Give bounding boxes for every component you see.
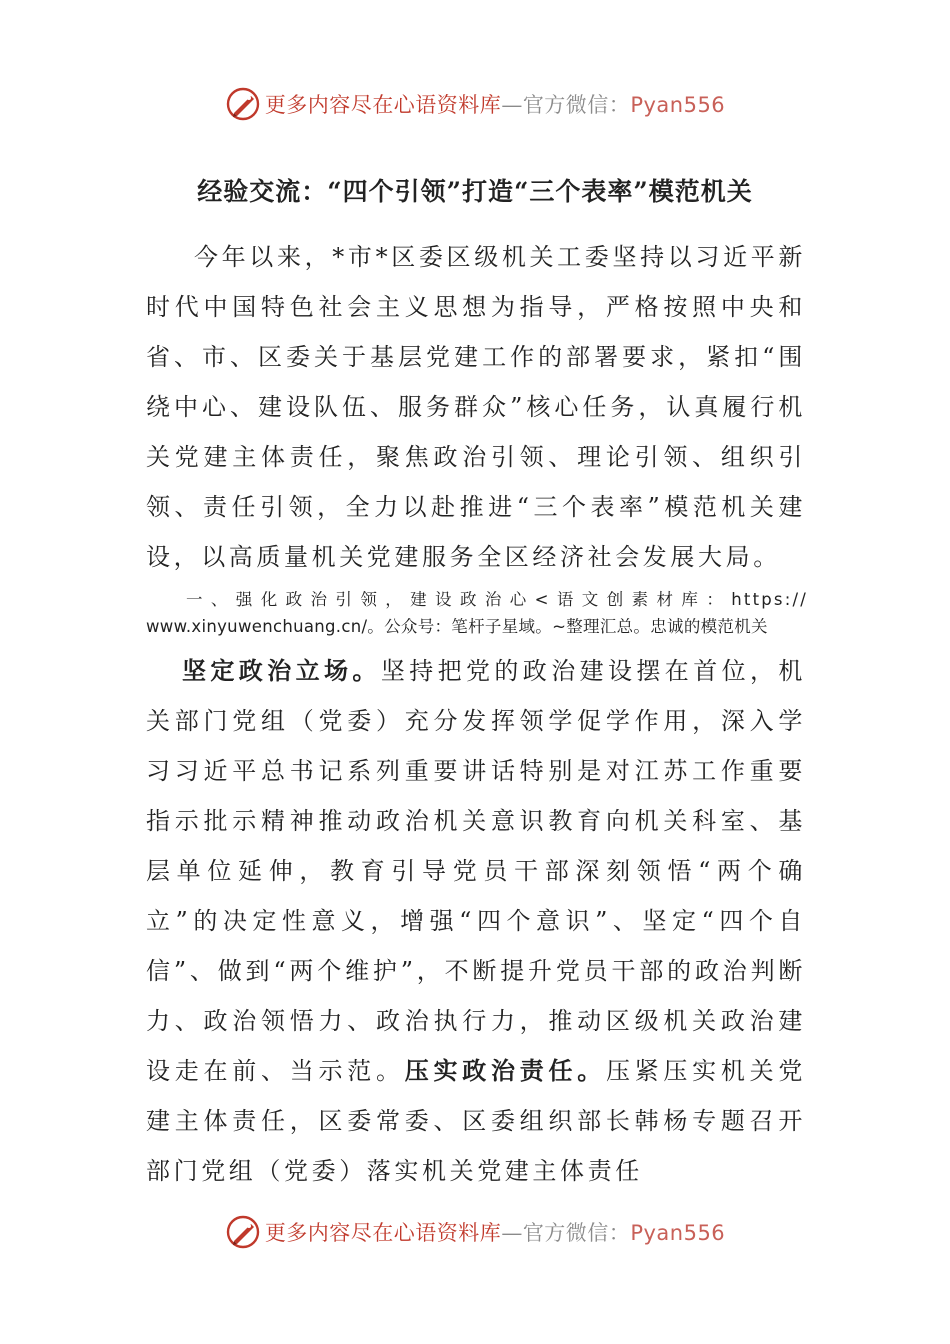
paragraph-text-1: 坚持把党的政治建设摆在首位，机关部门党组（党委）充分发挥领学促学作用，深入学习习近平总书记系列重要讲话特别是对江苏工作重要指示批示精神推动政治机关意识教育向机关科室、基层单位延伸，教育引导党员干部深刻领悟“两个确立”的决定性意义，增强“四个意识”、坚定“四个自信”、做到“两个维护”，不断提升党员干部的政治判断力、政治领悟力、政治执行力，推动区级机关政治建设走在前、当示范。 bbox=[146, 657, 807, 1085]
banner-official: 官方微信： bbox=[522, 93, 631, 117]
banner-dash: — bbox=[501, 93, 523, 117]
banner-brand: 更多内容尽在心语资料库 bbox=[264, 93, 502, 117]
section-heading bbox=[146, 586, 808, 640]
banner-dash: — bbox=[501, 1221, 523, 1245]
banner-brand: 更多内容尽在心语资料库 bbox=[264, 1221, 502, 1245]
header-banner bbox=[0, 82, 950, 126]
body-paragraph bbox=[146, 646, 806, 1196]
paragraph-lead-2: 压实政治责任。 bbox=[404, 1056, 606, 1085]
banner-wechat-id: Pyan556 bbox=[630, 93, 726, 117]
banner-official: 官方微信： bbox=[522, 1221, 631, 1245]
section-heading-line2: www.xinyuwenchuang.cn/。公众号：笔杆子星域。~整理汇总。忠诚的模范机关 bbox=[146, 617, 768, 636]
banner-text bbox=[265, 89, 725, 119]
section-heading-line1: 一、强化政治引领，建设政治心<语文创素材库：https:// bbox=[186, 590, 808, 609]
banner-wechat-id: Pyan556 bbox=[630, 1221, 726, 1245]
paragraph-text-2: 压紧压实机关党建主体责任，区委常委、区委组织部长韩杨专题召开部门党组（党委）落实机关党建主体责任 bbox=[146, 1057, 807, 1185]
document-title: 经验交流：“四个引领”打造“三个表率”模范机关 bbox=[197, 177, 753, 206]
pen-logo-icon bbox=[225, 86, 261, 122]
pen-logo-icon bbox=[225, 1214, 261, 1250]
banner-text bbox=[265, 1217, 725, 1247]
footer-banner bbox=[0, 1210, 950, 1254]
paragraph-lead-1: 坚定政治立场。 bbox=[182, 656, 381, 685]
intro-paragraph: 今年以来，*市*区委区级机关工委坚持以习近平新时代中国特色社会主义思想为指导，严格按照中央和省、市、区委关于基层党建工作的部署要求，紧扣“围绕中心、建设队伍、服务群众”核心任务，认真履行机关党建主体责任，聚焦政治引领、理论引领、组织引领、责任引领，全力以赴推进“三个表率”模范机关建设，以高质量机关党建服务全区经济社会发展大局。 bbox=[146, 243, 806, 571]
